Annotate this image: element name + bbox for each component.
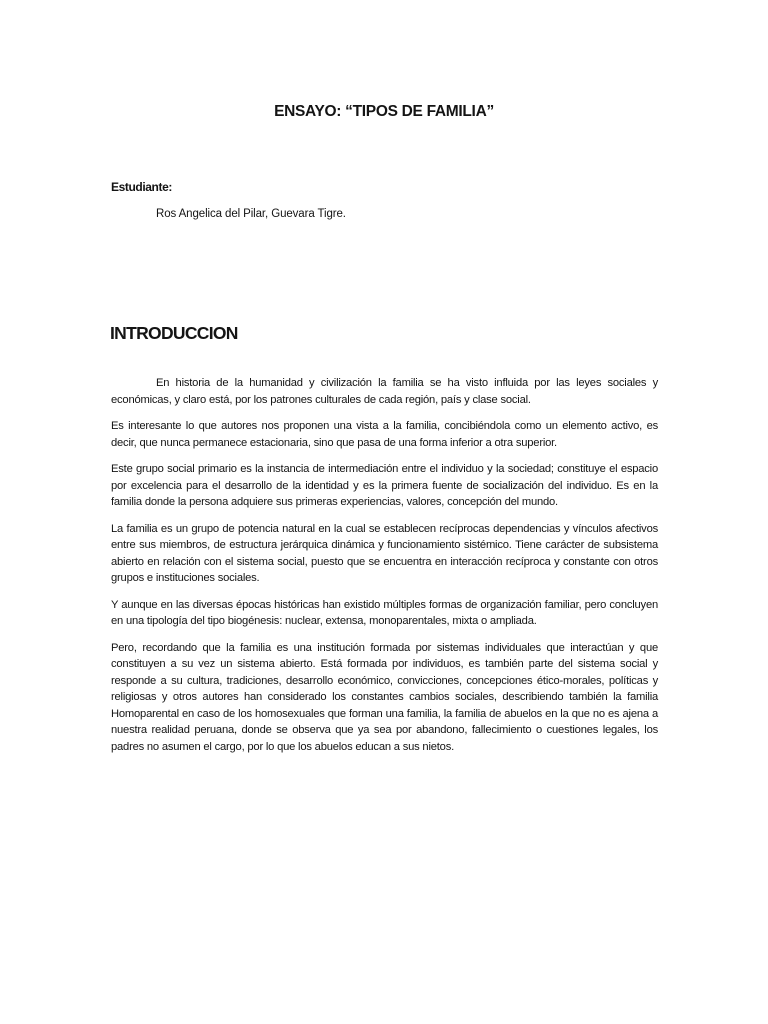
student-label: Estudiante: bbox=[111, 180, 172, 194]
paragraph: En historia de la humanidad y civilización la familia se ha visto influida por las leyes sociales y económicas, y claro está, por los patrones culturales de cada región, país y clase social. bbox=[111, 377, 658, 406]
paragraph: Es interesante lo que autores nos proponen una vista a la familia, concibiéndola como un elemento activo, es decir, que nunca permanece estacionaria, sino que pasa de una forma inferior a otra superior. bbox=[111, 420, 658, 449]
paragraph: Pero, recordando que la familia es una institución formada por sistemas individuales que interactúan y que constituyen a su vez un sistema abierto. Está formada por individuos, es también parte del sistema social y responde a su cultura, tradiciones, desarrollo económico, convicciones, concepciones ético-morales, políticas y religiosas y otros autores han considerado los constantes cambios sociales, describiendo también la familia Homoparental en caso de los homosexuales que forman una familia, la familia de abuelos en la que no es ajena a nuestra realidad peruana, donde se observa que ya sea por abandono, fallecimiento o cuestiones legales, los padres no asumen el cargo, por lo que los abuelos educan a sus nietos. bbox=[111, 641, 658, 753]
paragraph: Este grupo social primario es la instancia de intermediación entre el individuo y la sociedad; constituye el espacio por excelencia para el desarrollo de la identidad y es la primera fuente de socialización del individuo. Es en la familia donde la persona adquiere sus primeras experiencias, valores, concepción del mundo. bbox=[111, 463, 658, 508]
document-title: ENSAYO: “TIPOS DE FAMILIA” bbox=[274, 103, 494, 120]
paragraph: La familia es un grupo de potencia natural en la cual se establecen recíprocas dependencias y vínculos afectivos entre sus miembros, de estructura jerárquica dinámica y funcionamiento sistémico. Tiene carácter de subsistema abierto en relación con el sistema social, puesto que se encuentra en interacción recíproca y constante con otros grupos e instituciones sociales. bbox=[111, 522, 658, 584]
section-heading: INTRODUCCION bbox=[110, 323, 238, 343]
paragraph: Y aunque en las diversas épocas históricas han existido múltiples formas de organización familiar, pero concluyen en una tipología del tipo biogénesis: nuclear, extensa, monoparentales, mixta o ampliada. bbox=[111, 598, 658, 627]
introduction-body bbox=[111, 375, 658, 765]
student-name: Ros Angelica del Pilar, Guevara Tigre. bbox=[156, 208, 346, 220]
